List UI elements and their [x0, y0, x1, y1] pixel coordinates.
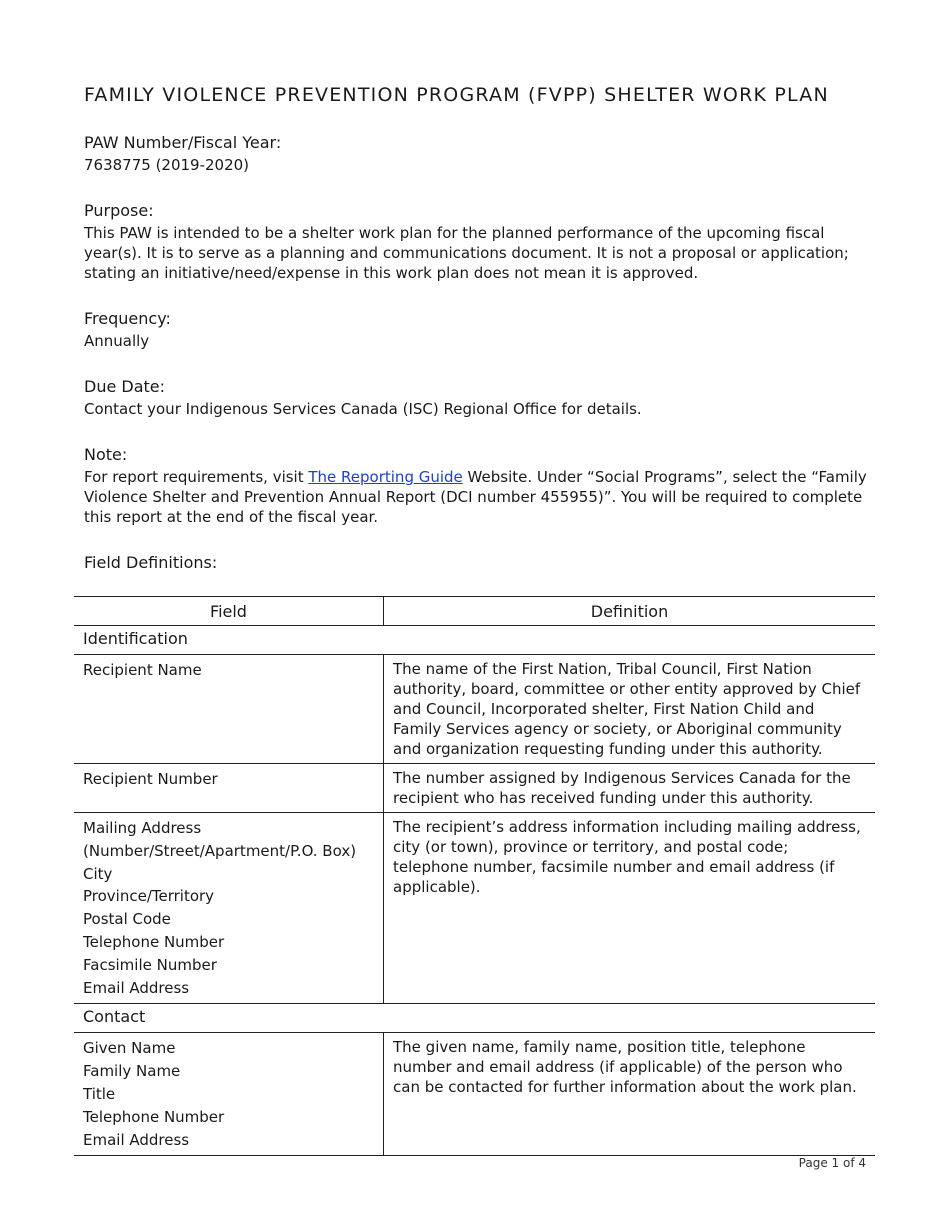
page-number: Page 1 of 4 [798, 1156, 866, 1170]
note-text-before: For report requirements, visit [84, 468, 309, 486]
field-name: Telephone Number [83, 932, 225, 951]
column-header-definition: Definition [384, 597, 876, 626]
definition-cell: The recipient’s address information including mailing address, city (or town), province or territory, and postal code; telephone number, facsimile number and email address (if applicable). [384, 813, 876, 1004]
table-body [74, 626, 875, 1156]
frequency-value: Annually [84, 332, 150, 350]
field-name: Given Name [83, 1039, 176, 1058]
table-row [74, 655, 875, 764]
field-name: Recipient Number [83, 770, 218, 788]
note-label: Note: [84, 445, 128, 464]
note-text-after: Website. Under “Social Programs”, select the “Family Violence Shelter and Prevention Annual Report (DCI number 455955)”. You will be required to complete this report at the end of the fiscal year. [84, 468, 867, 526]
section-title: Identification [74, 626, 875, 655]
section-row [74, 626, 875, 655]
paw-label: PAW Number/Fiscal Year: [84, 133, 282, 152]
definition-cell: The name of the First Nation, Tribal Council, First Nation authority, board, committee or other entity approved by Chief and Council, Incorporated shelter, First Nation Child and Family Services agency or society, or Aboriginal community and organization requesting funding under this authority. [384, 655, 876, 764]
field-name: Postal Code [83, 910, 171, 929]
frequency-section [84, 308, 874, 351]
due-date-value: Contact your Indigenous Services Canada (ISC) Regional Office for details. [84, 400, 642, 418]
column-header-field: Field [74, 597, 384, 626]
purpose-label: Purpose: [84, 201, 154, 220]
field-definitions-label: Field Definitions: [84, 553, 218, 572]
field-name: Email Address [83, 978, 190, 997]
definition-cell: The given name, family name, position title, telephone number and email address (if applicable) of the person who can be contacted for further information about the work plan. [384, 1033, 876, 1156]
field-definitions-heading [84, 552, 874, 575]
note-text [84, 467, 874, 527]
table-row [74, 764, 875, 813]
field-name: Facsimile Number [83, 955, 217, 974]
due-date-section [84, 376, 874, 419]
purpose-text: This PAW is intended to be a shelter work plan for the planned performance of the upcoming fiscal year(s). It is to serve as a planning and communications document. It is not a proposal or application; stating an initiative/need/expense in this work plan does not mean it is approved. [84, 224, 849, 282]
field-name: Telephone Number [83, 1107, 225, 1126]
field-name: Mailing Address [83, 819, 202, 837]
field-name: City [83, 864, 113, 883]
field-name: Recipient Name [83, 661, 202, 679]
table-row [74, 1033, 875, 1156]
paw-value: 7638775 (2019-2020) [84, 156, 250, 174]
field-name: Family Name [83, 1062, 181, 1081]
page-title: FAMILY VIOLENCE PREVENTION PROGRAM (FVPP) SHELTER WORK PLAN [84, 84, 829, 106]
field-name: Email Address [83, 1130, 190, 1149]
definition-cell: The number assigned by Indigenous Services Canada for the recipient who has received funding under this authority. [384, 764, 876, 813]
field-cell [74, 764, 384, 813]
table-row [74, 813, 875, 1004]
paw-section [84, 132, 874, 175]
due-date-label: Due Date: [84, 377, 166, 396]
field-name: (Number/Street/Apartment/P.O. Box) [83, 841, 357, 860]
frequency-label: Frequency: [84, 309, 171, 328]
section-row [74, 1004, 875, 1033]
field-cell [74, 813, 384, 1004]
table-header-row [74, 597, 875, 626]
field-definitions-table [74, 596, 875, 1156]
note-section [84, 444, 874, 527]
field-name: Title [83, 1084, 116, 1103]
section-title: Contact [74, 1004, 875, 1033]
field-cell [74, 1033, 384, 1156]
field-cell [74, 655, 384, 764]
field-name: Province/Territory [83, 887, 215, 906]
purpose-section [84, 200, 874, 283]
reporting-guide-link[interactable]: The Reporting Guide [308, 468, 463, 486]
